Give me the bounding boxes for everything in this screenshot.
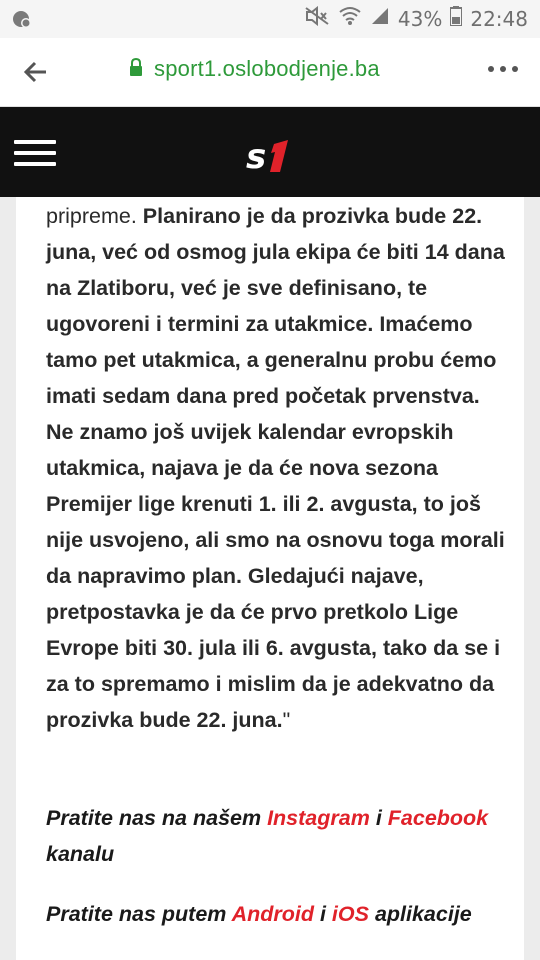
back-arrow-icon[interactable] xyxy=(22,58,50,86)
facebook-link[interactable]: Facebook xyxy=(387,806,489,830)
url-text[interactable]: sport1.oslobodjenje.ba xyxy=(154,56,380,81)
hamburger-menu-icon[interactable] xyxy=(14,140,56,166)
lock-icon xyxy=(128,57,144,81)
instagram-link[interactable]: Instagram xyxy=(267,806,370,830)
signal-icon xyxy=(370,6,390,31)
follow-social-text xyxy=(46,800,506,872)
ios-link[interactable]: iOS xyxy=(331,902,369,926)
article-quote-text: Planirano je da prozivka bude 22. juna, već od osmog jula ekipa će biti 14 dana na Zlatiboru, već je sve definisano, te ugovoreni i termini za utakmice. Imaćemo tamo pet utakmica, a generalnu probu ćemo imati sedam dana pred početak prvenstva. Ne znamo još uvijek kalendar evropskih utakmica, najava je da će nova sezona Premijer lige krenuti 1. ili 2. avgusta, to još nije usvojeno, ali smo na osnovu toga morali da napravimo plan. Gledajući najave, pretpostavka je da će prvo pretkolo Lige Evrope biti 30. jula ili 6. avgusta, tako da se i za to spremamo i mislim da je adekvatno da prozivka bude 22. juna. xyxy=(46,204,505,732)
notification-icon xyxy=(12,9,32,33)
site-logo[interactable] xyxy=(244,138,296,178)
follow-social-and: i xyxy=(369,806,388,830)
follow-apps-and: i xyxy=(314,902,332,926)
closing-quote: " xyxy=(282,708,291,732)
battery-icon xyxy=(450,6,462,31)
article-body xyxy=(46,198,506,738)
follow-apps-suffix: aplikacije xyxy=(368,902,472,926)
svg-text:s: s xyxy=(246,138,267,174)
status-bar xyxy=(0,0,540,38)
browser-toolbar xyxy=(0,38,540,107)
follow-social-suffix: kanalu xyxy=(46,842,115,866)
follow-apps-text xyxy=(46,896,506,932)
clock: 22:48 xyxy=(470,6,528,31)
follow-social-prefix: Pratite nas na našem xyxy=(46,806,268,830)
battery-percent: 43% xyxy=(397,6,443,31)
article-lead-text: pripreme. xyxy=(46,204,143,228)
follow-apps-prefix: Pratite nas putem xyxy=(46,902,232,926)
address-bar[interactable] xyxy=(128,56,380,82)
wifi-icon xyxy=(338,6,362,31)
android-link[interactable]: Android xyxy=(231,902,314,926)
more-options-icon[interactable] xyxy=(488,66,518,72)
mute-vibrate-icon xyxy=(304,6,330,31)
